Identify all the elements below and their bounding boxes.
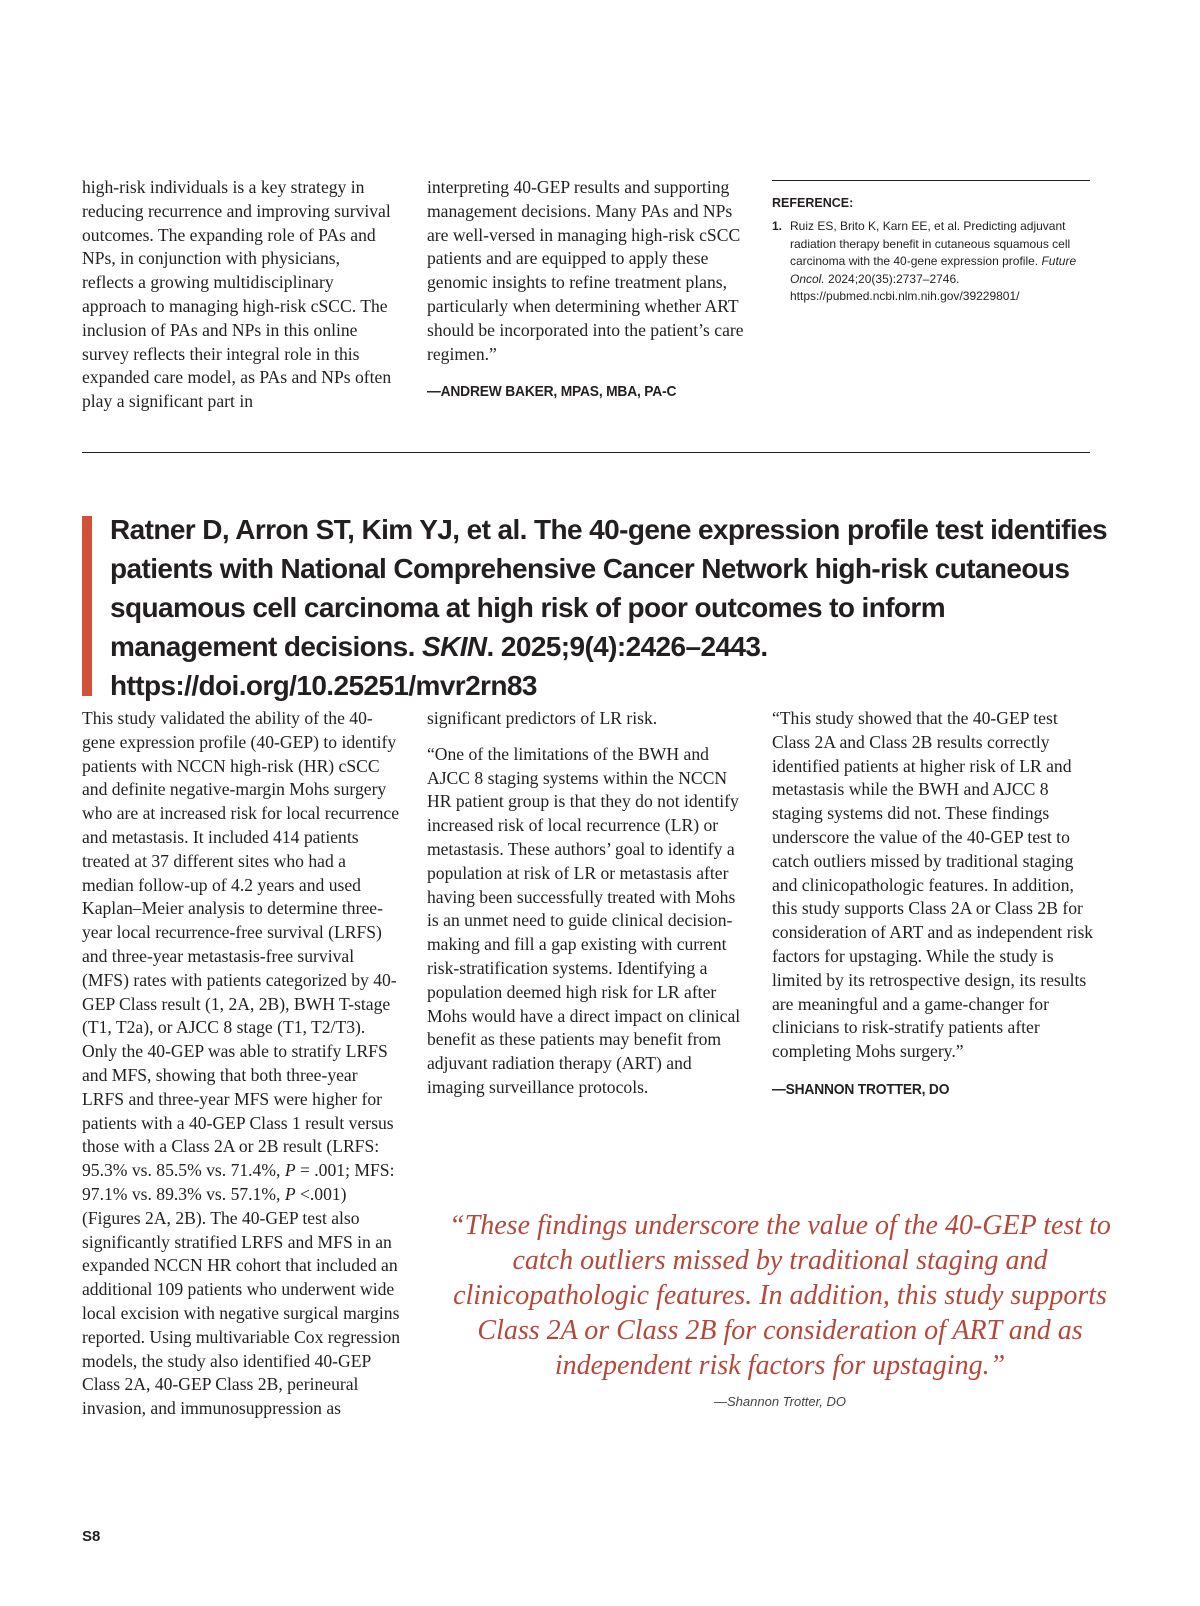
top-column-1 [82, 176, 394, 414]
article-title-main: Ratner D, Arron ST, Kim YJ, et al. The 40-gene expression profile test identifies patients with National Comprehensive Cancer Network high-risk cutaneous squamous cell carcinoma at high risk of poor outcomes to inform management decisions. [110, 514, 1108, 662]
article-title-citation: . 2025;9(4):2426–2443. https://doi.org/10.25251/mvr2rn83 [110, 631, 768, 701]
body-col1-part3: <.001) (Figures 2A, 2B). The 40-GEP test also significantly stratified LRFS and MFS in an expanded NCCN HR cohort that included an additional 109 patients who underwent wide local excision with negative surgical margins reported. Using multivariable Cox regression models, the study also identified 40-GEP Class 2A, 40-GEP Class 2B, perineural invasion, and immunosuppression as [82, 1183, 401, 1419]
body-p-value-1: P [284, 1160, 296, 1181]
page-number: S8 [82, 1528, 101, 1545]
top-col2-attribution: —ANDREW BAKER, MPAS, MBA, PA-C [427, 383, 677, 401]
top-column-2 [427, 176, 745, 404]
pull-quote-attribution: —Shannon Trotter, DO [714, 1394, 846, 1409]
body-col2-paragraph-1: significant predictors of LR risk. [427, 708, 658, 728]
body-column-3 [772, 707, 1094, 1102]
reference-journal: Future Oncol. [790, 254, 1077, 286]
body-col2-quote: “One of the limitations of the BWH and AJCC 8 staging systems within the NCCN HR patient group is that they do not identify increased risk of local recurrence (LR) or metastasis. These authors’ goal to identify a population at risk of LR or metastasis after having been successfully treated with Mohs is an unmet need to guide clinical decision-making and fill a gap existing with current risk-stratification systems. Identifying a population deemed high risk for LR after Mohs would have a direct impact on clinical benefit as these patients may benefit from adjuvant radiation therapy (ART) and imaging surveillance protocols. [427, 743, 741, 1097]
top-col1-text: high-risk individuals is a key strategy in reducing recurrence and improving survival outcomes. The expanding role of PAs and NPs, in conjunction with physicians, reflects a growing multidisciplinary approach to managing high-risk cSCC. The inclusion of PAs and NPs in this online survey reflects their integral role in this expanded care model, as PAs and NPs often play a significant part in [82, 177, 392, 412]
body-col1-part1: This study validated the ability of the 40-gene expression profile (40-GEP) to identify patients with NCCN high-risk (HR) cSCC and definite negative-margin Mohs surgery who are at increased risk for local recurrence and metastasis. It included 414 patients treated at 37 different sites who had a median follow-up of 4.2 years and used Kaplan–Meier analysis to determine three-year local recurrence-free survival (LRFS) and three-year metastasis-free survival (MFS) rates with patients categorized by 40-GEP Class result (1, 2A, 2B), BWH T-stage (T1, T2a), or AJCC 8 stage (T1, T2/T3). Only the 40-GEP was able to stratify LRFS and MFS, showing that both three-year LRFS and three-year MFS were higher for patients with a 40-GEP Class 1 result versus those with a Class 2A or 2B result (LRFS: 95.3% vs. 85.5% vs. 71.4%, [82, 708, 399, 1181]
reference-box [772, 196, 1082, 306]
reference-item [772, 218, 1082, 306]
body-p-value-2: P [284, 1183, 296, 1204]
reference-citation: Ruiz ES, Brito K, Karn EE, et al. Predicting adjuvant radiation therapy benefit in cutaneous squamous cell carcinoma with the 40-gene expression profile. [790, 219, 1071, 268]
pull-quote: “These findings underscore the value of the 40-GEP test to catch outliers missed by traditional staging and clinicopathologic features. In addition, this study supports Class 2A or Class 2B for consideration of ART and as independent risk factors for upstaging.” [449, 1210, 1111, 1381]
body-col3-attribution: —SHANNON TROTTER, DO [772, 1080, 950, 1098]
top-col2-quote: interpreting 40-GEP results and supporting management decisions. Many PAs and NPs are well-versed in managing high-risk cSCC patients and are equipped to apply these genomic insights to refine treatment plans, particularly when determining whether ART should be incorporated into the patient’s care regimen.” [427, 177, 744, 364]
reference-link: 2024;20(35):2737–2746. https://pubmed.ncbi.nlm.nih.gov/39229801/ [790, 271, 1020, 303]
reference-heading: REFERENCE: [772, 196, 854, 210]
body-col1-text [82, 707, 402, 1421]
body-col3-quote: “This study showed that the 40-GEP test Class 2A and Class 2B results correctly identified patients at higher risk of LR and metastasis while the BWH and AJCC 8 staging systems did not. These findings underscore the value of the 40-GEP test to catch outliers missed by traditional staging and clinicopathologic features. In addition, this study supports Class 2A or Class 2B for consideration of ART and as independent risk factors for upstaging. While the study is limited by its retrospective design, its results are meaningful and a game-changer for clinicians to risk-stratify patients after completing Mohs surgery.” [772, 708, 1094, 1062]
article-title-journal: SKIN [422, 631, 487, 662]
reference-top-rule [772, 180, 1090, 181]
body-col1-part2: = .001; MFS: 97.1% vs. 89.3% vs. 57.1%, [82, 1160, 395, 1204]
title-accent-bar [82, 516, 92, 696]
reference-text [790, 218, 1082, 306]
article-title [110, 510, 1110, 705]
section-divider [82, 452, 1090, 453]
reference-number: 1. [772, 219, 783, 233]
body-column-1 [82, 707, 402, 1421]
body-column-2 [427, 707, 749, 1100]
